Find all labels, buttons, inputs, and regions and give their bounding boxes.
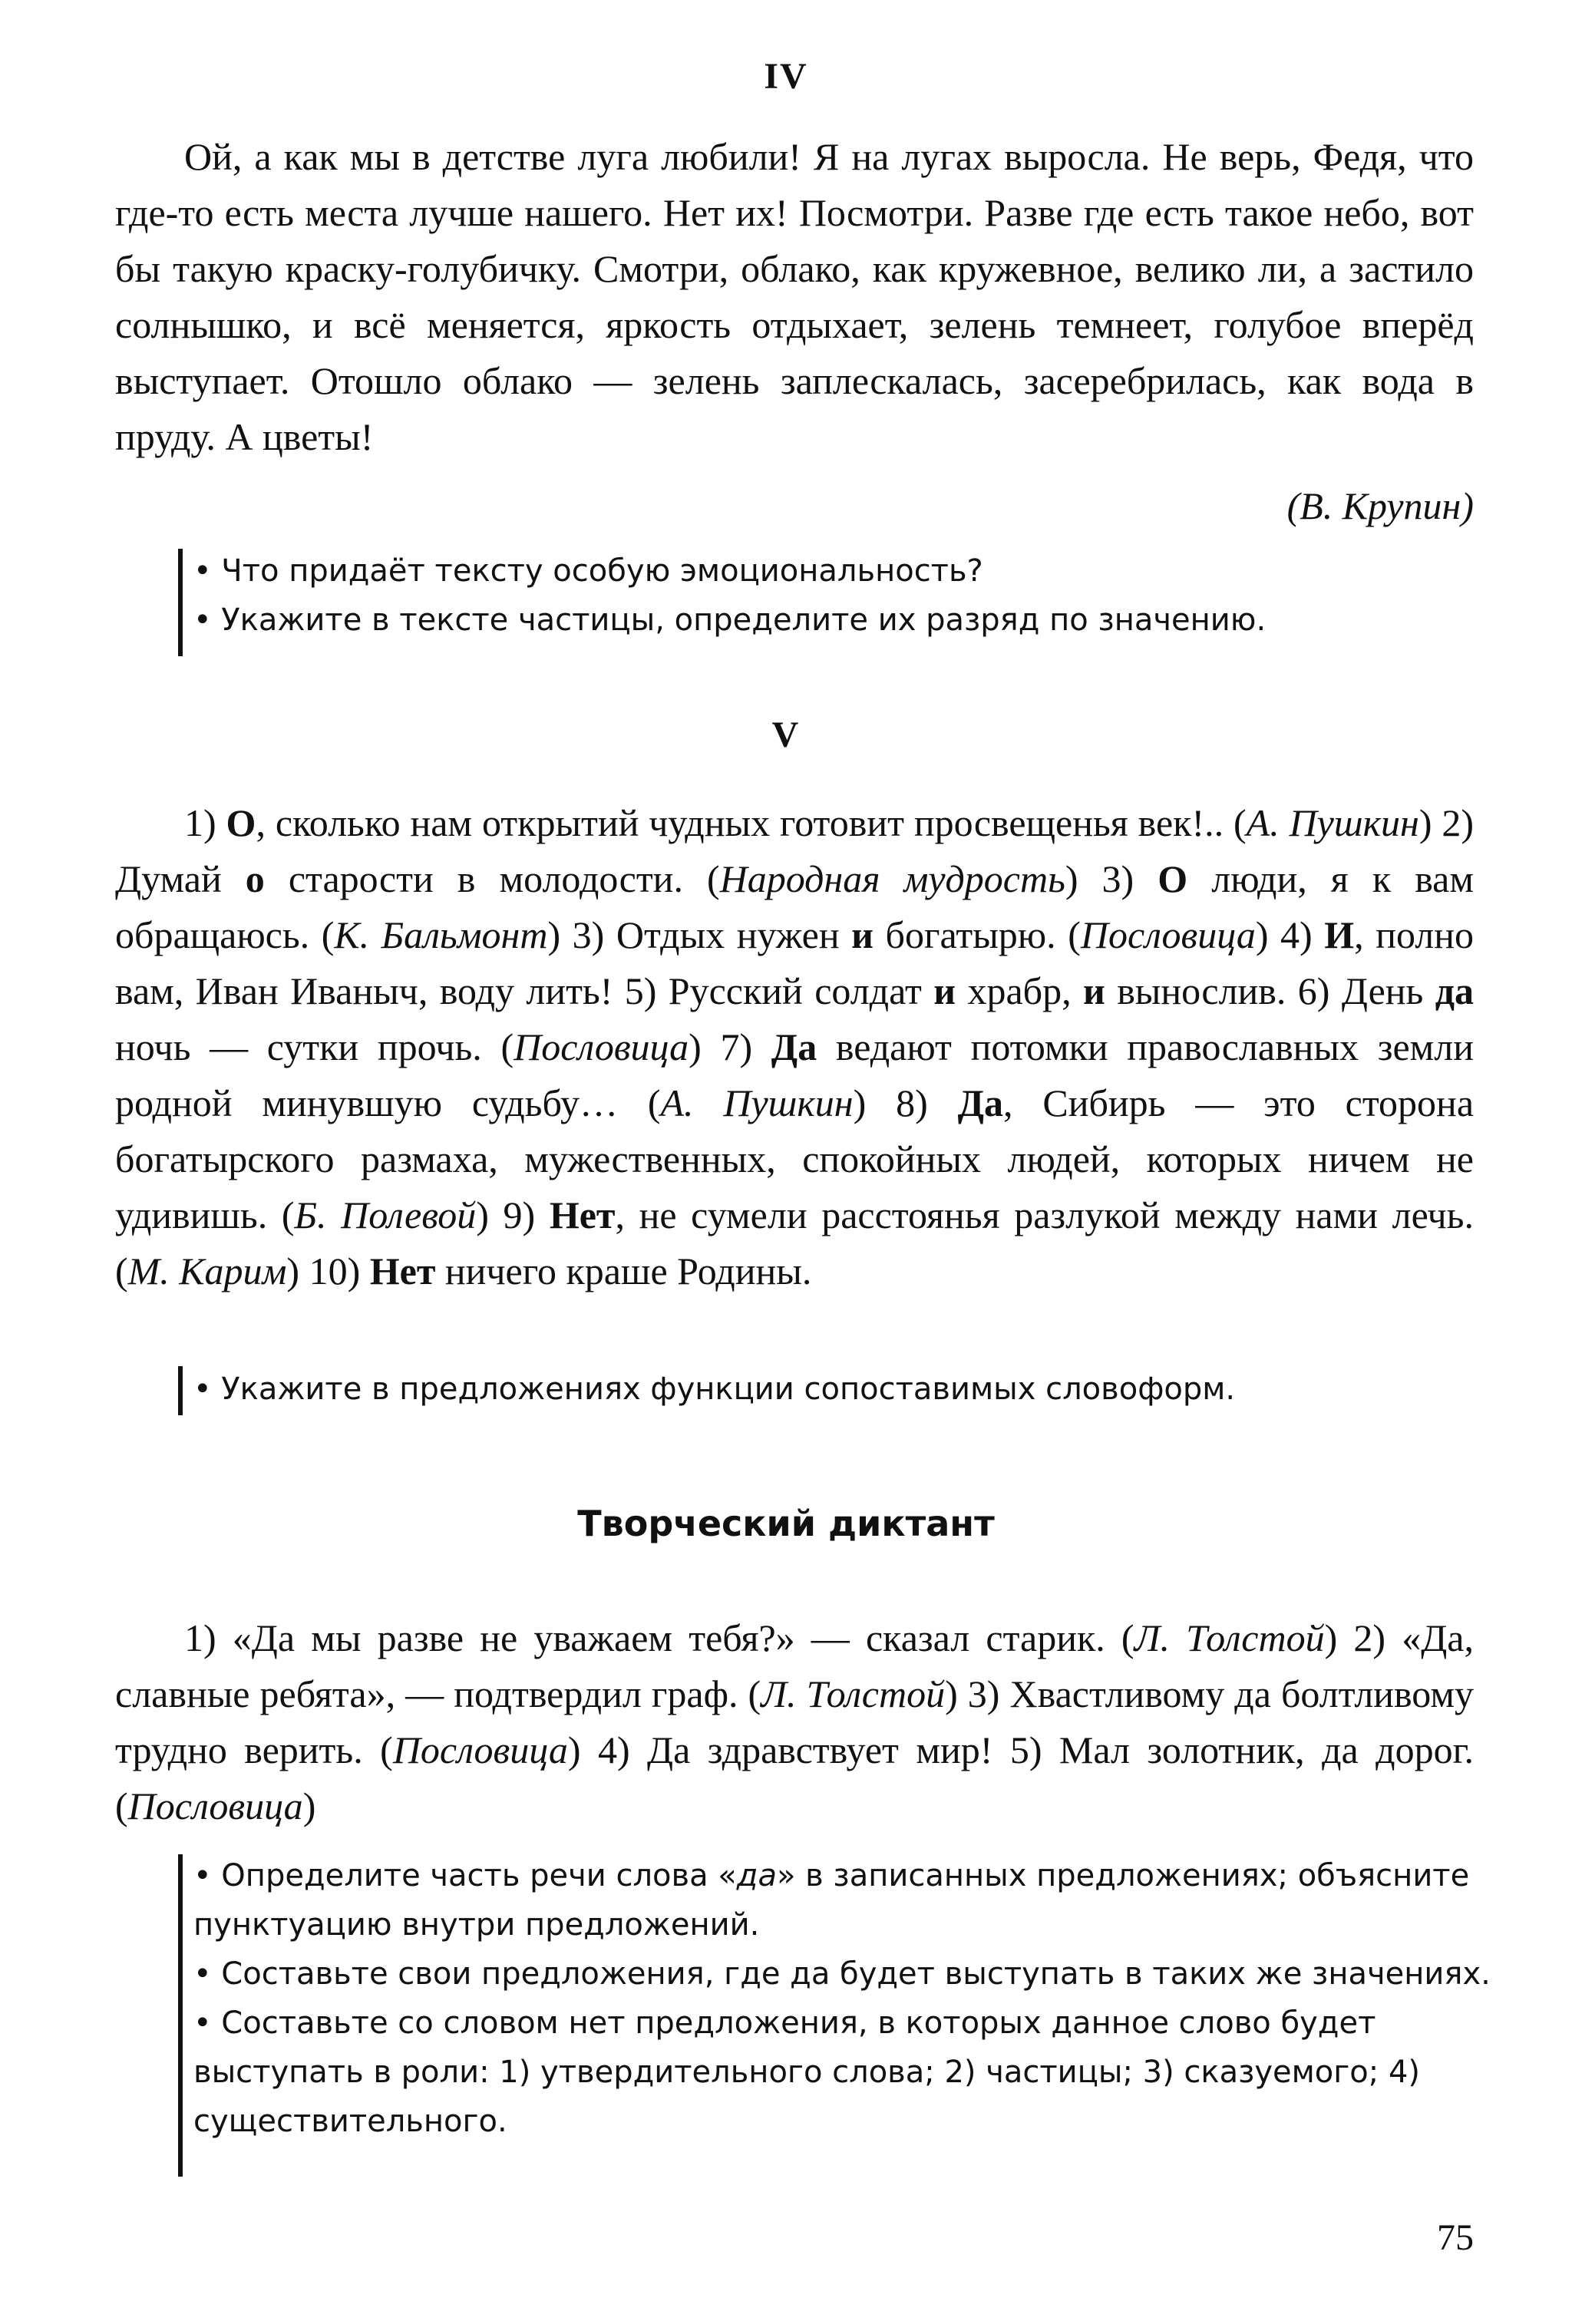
question-item: • Укажите в предложениях функции сопоставимых словоформ. [193, 1372, 1236, 1407]
question-item: • Составьте со словом нет предложения, в которых данное слово будет выступать в роли: 1) утвердительного слова; 2) частицы; 3) сказуемого; 4) существительного. [193, 2005, 1421, 2139]
question-item: • Укажите в тексте частицы, определите их разряд по значению. [193, 602, 1267, 638]
question-item: • Определите часть речи слова «да» в записанных предложениях; объясните пунктуацию внутри предложений. [193, 1858, 1470, 1943]
dictation-heading: Творческий диктант [577, 1503, 995, 1544]
section-iv-text: Ой, а как мы в детстве луга любили! Я на лугах выросла. Не верь, Федя, что где-то есть места лучше нашего. Нет их! Посмотри. Разве где есть такое небо, вот бы такую краску-голубичку. Смотри, облако, как кружевное, велико ли, а застило солнышко, и всё меняется, яркость отдыхает, зелень темнеет, голубое вперёд выступает. Отошло облако — зелень заплескалась, засеребрилась, как вода в пруду. А цветы! [115, 135, 1474, 458]
question-item: • Составьте свои предложения, где да будет выступать в таких же значениях. [193, 1956, 1491, 1992]
section-v-text: 1) О, сколько нам открытий чудных готовит просвещенья век!.. (А. Пушкин) 2) Думай о старости в молодости. (Народная мудрость) 3) О люди, я к вам обращаюсь. (К. Бальмонт) 3) Отдых нужен и богатырю. (Пословица) 4) И, полно вам, Иван Иваныч, воду лить! 5) Русский солдат и храбр, и вынослив. 6) День да ночь — сутки прочь. (Пословица) 7) Да ведают потомки православных земли родной минувшую судьбу… (А. Пушкин) 8) Да, Сибирь — это сторона богатырского размаха, мужественных, спокойных людей, которых ничем не удивишь. (Б. Полевой) 9) Нет, не сумели расстоянья разлукой между нами лечь. (М. Карим) 10) Нет ничего краше Родины. [115, 801, 1475, 1292]
section-v-questions [193, 1365, 1498, 1414]
dictation-questions [193, 1851, 1498, 2146]
question-bar [178, 1854, 183, 2177]
section-iv-questions [193, 546, 1498, 645]
dictation-text: 1) «Да мы разве не уважаем тебя?» — сказал старик. (Л. Толстой) 2) «Да, славные ребята», — подтвердил граф. (Л. Толстой) 3) Хвастливому да болтливому трудно верить. (Пословица) 4) Да здравствует мир! 5) Мал золотник, да дорог. (Пословица) [115, 1616, 1474, 1827]
question-item: • Что придаёт тексту особую эмоциональность? [193, 553, 983, 589]
question-bar [178, 549, 183, 656]
page-number: 75 [1437, 2217, 1474, 2258]
section-iv-author: (В. Крупин) [1286, 484, 1474, 527]
section-iv-heading: IV [764, 56, 808, 97]
question-bar [178, 1366, 183, 1415]
section-v-heading: V [771, 715, 801, 755]
